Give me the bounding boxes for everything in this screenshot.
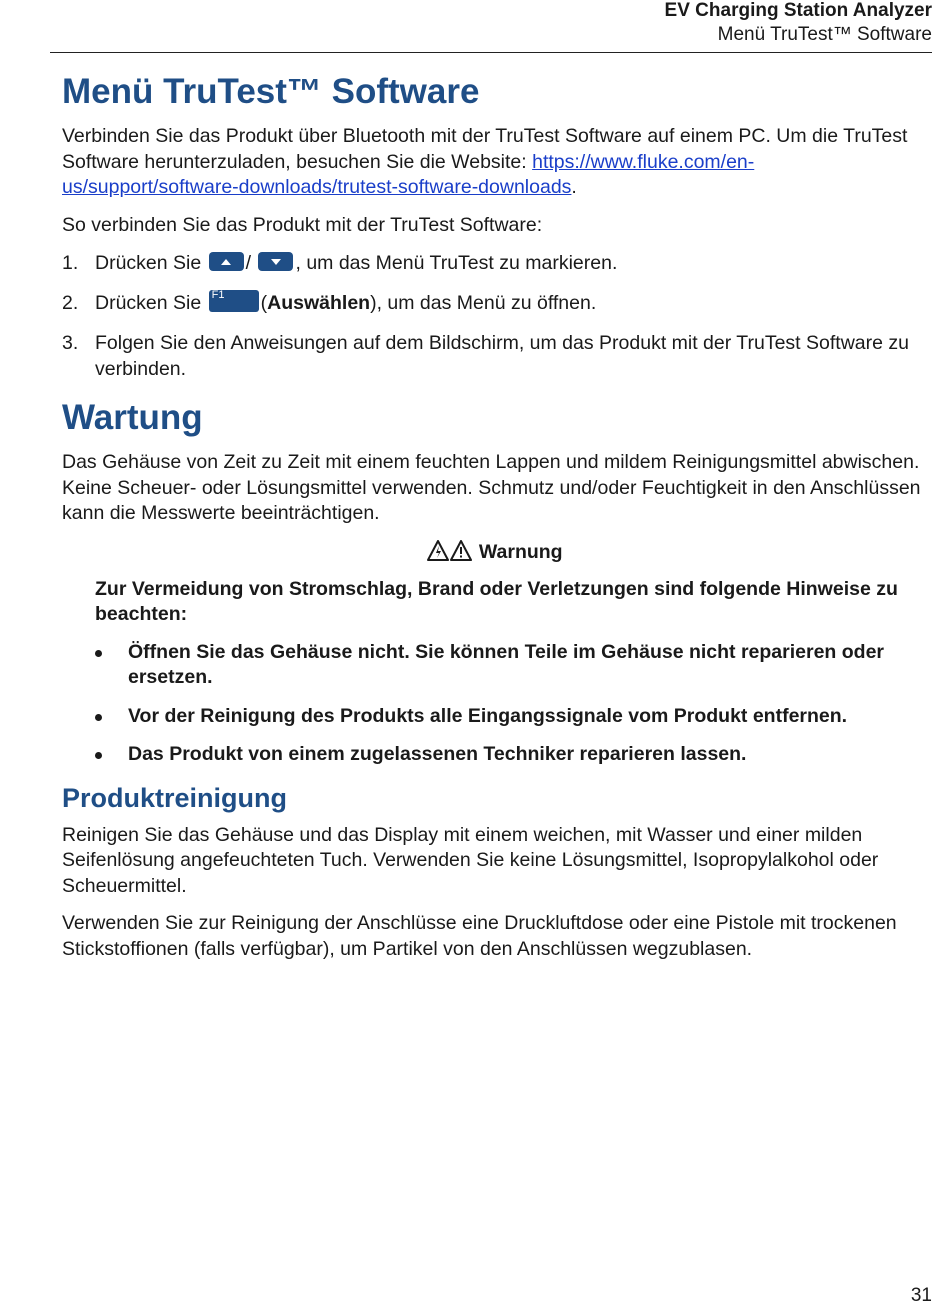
- step-number: 1.: [62, 252, 79, 274]
- down-arrow-key-icon: [258, 252, 293, 271]
- warning-item-text: Das Produkt von einem zugelassenen Techniker reparieren lassen.: [128, 743, 747, 765]
- header-section-name: Menü TruTest™ Software: [717, 24, 932, 45]
- warning-item: [95, 640, 928, 691]
- step-number: 3.: [62, 332, 79, 354]
- step-separator: /: [245, 252, 252, 274]
- hazard-voltage-icon: [428, 541, 448, 560]
- step-paren-open: (: [260, 292, 268, 314]
- trutest-intro: [62, 124, 928, 201]
- page-content: [62, 68, 928, 974]
- step-text: Folgen Sie den Anweisungen auf dem Bildschirm, um das Produkt mit der TruTest Software zu verbinden.: [95, 332, 909, 380]
- warning-item: [95, 742, 928, 768]
- trutest-intro-text: Verbinden Sie das Produkt über Bluetooth mit der TruTest Software auf einem PC. Um die TruTest Software herunterzuladen, besuchen Sie die Website:: [62, 125, 908, 173]
- header-product-name: EV Charging Station Analyzer: [664, 0, 932, 21]
- trutest-intro-end: .: [571, 176, 577, 198]
- step-text: Drücken Sie: [95, 292, 202, 314]
- warning-title: Warnung: [478, 540, 563, 563]
- page-number: 31: [910, 1285, 932, 1306]
- warning-item-text: Vor der Reinigung des Produkts alle Eingangssignale vom Produkt entfernen.: [128, 704, 848, 727]
- up-arrow-key-icon: [209, 252, 244, 271]
- header-divider: [50, 52, 932, 53]
- warning-icon: [451, 541, 471, 560]
- step-item: [62, 290, 928, 316]
- trutest-steps-list: [62, 250, 928, 382]
- cleaning-text-1: Reinigen Sie das Gehäuse und das Display mit einem weichen, mit Wasser und einer milden Seifenlösung angefeuchteten Tuch. Verwenden Sie keine Lösungsmittel, Isopropylalkohol oder Scheuermittel.: [62, 823, 879, 897]
- bullet-icon: [95, 714, 102, 721]
- step-text-after: , um das Menü TruTest zu markieren.: [295, 252, 618, 274]
- maintenance-text: Das Gehäuse von Zeit zu Zeit mit einem feuchten Lappen und mildem Reinigungsmittel abwischen. Keine Scheuer- oder Lösungsmittel verwenden. Schmutz und/oder Feuchtigkeit in den Anschlüssen kann die Messwerte beeinträchtigen.: [62, 451, 921, 524]
- step-text: Drücken Sie: [95, 252, 202, 274]
- warning-item-text: Öffnen Sie das Gehäuse nicht. Sie können Teile im Gehäuse nicht reparieren oder ersetzen.: [128, 640, 885, 688]
- warning-heading: [62, 539, 928, 565]
- bullet-icon: [95, 650, 102, 657]
- page-header: [665, 0, 932, 48]
- section-title-cleaning: Produktreinigung: [62, 782, 287, 813]
- section-title-maintenance: Wartung: [62, 398, 203, 437]
- step-item: [62, 330, 928, 382]
- section-title-trutest: Menü TruTest™ Software: [62, 72, 480, 111]
- bullet-icon: [95, 752, 102, 759]
- cleaning-text-2: Verwenden Sie zur Reinigung der Anschlüsse eine Druckluftdose oder eine Pistole mit trockenen Stickstoffionen (falls verfügbar), um Partikel von den Anschlüssen wegzublasen.: [62, 912, 897, 960]
- warning-body: [62, 577, 928, 768]
- step-item: [62, 250, 928, 276]
- f1-key-icon: [209, 290, 259, 312]
- step-bold-text: Auswählen: [267, 292, 371, 314]
- software-download-link[interactable]: https://www.fluke.com/en-us/support/software-downloads/trutest-software-downloads: [62, 150, 755, 198]
- step-text-after: ), um das Menü zu öffnen.: [370, 292, 597, 314]
- warning-list: [95, 640, 928, 768]
- f1-key-label: F1: [211, 289, 225, 301]
- warning-lead: Zur Vermeidung von Stromschlag, Brand oder Verletzungen sind folgende Hinweise zu beachten:: [95, 577, 898, 625]
- trutest-steps-lead: So verbinden Sie das Produkt mit der TruTest Software:: [62, 213, 543, 236]
- step-number: 2.: [62, 292, 79, 314]
- warning-item: [95, 704, 928, 730]
- warning-icons: [427, 540, 473, 562]
